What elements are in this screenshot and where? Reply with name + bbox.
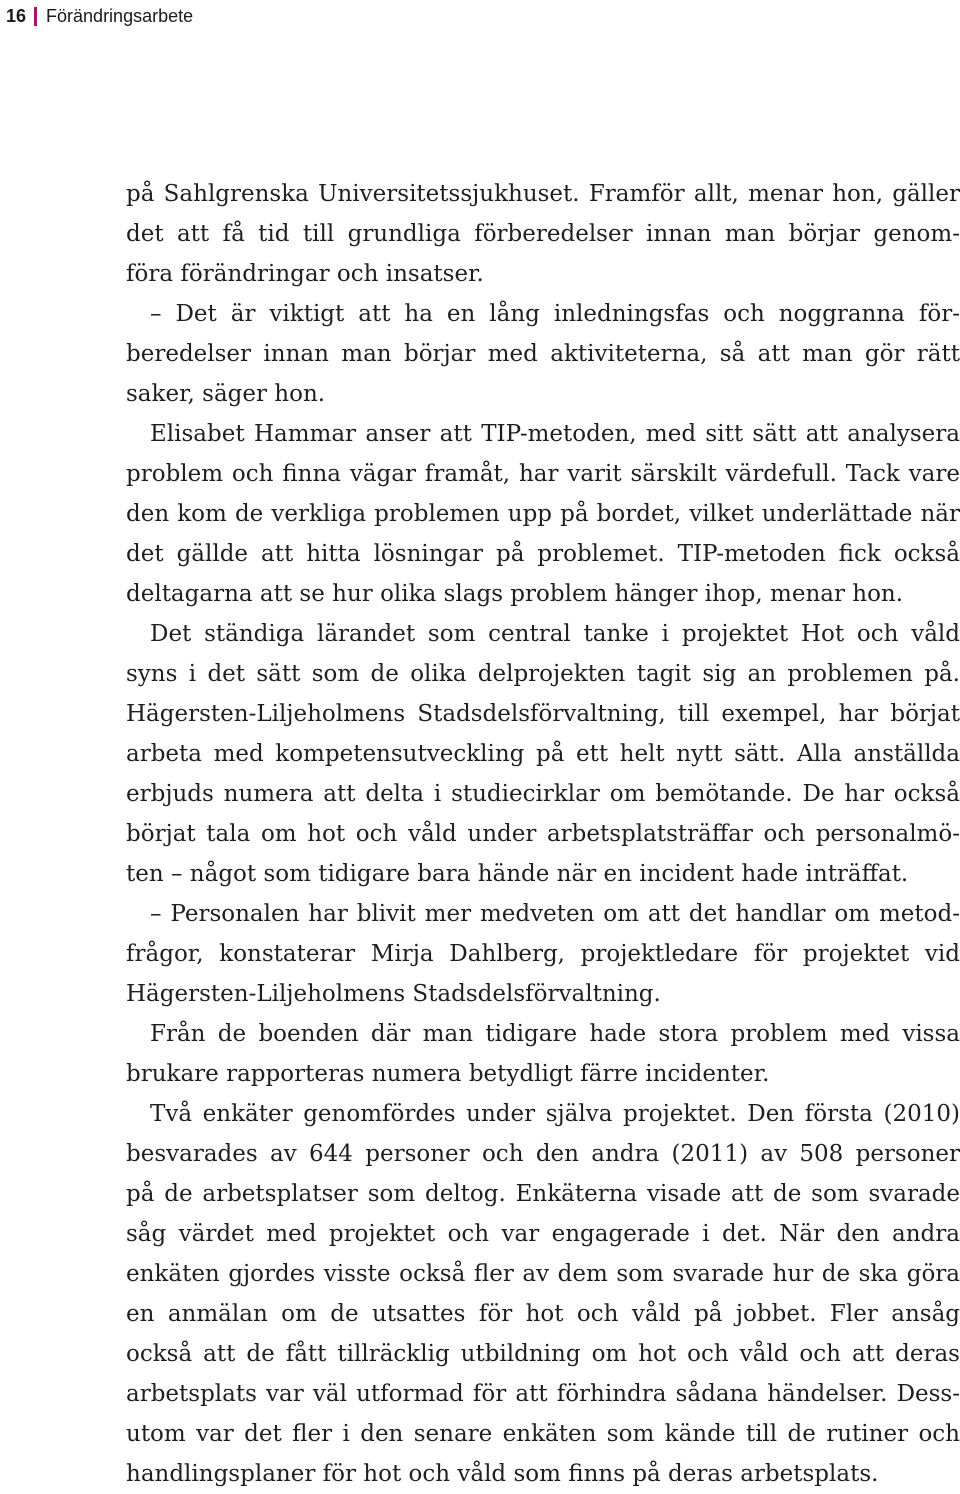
text-line: såg värdet med projektet och var engagerade i det. När den andra <box>126 1221 960 1247</box>
text-line: Hägersten-Liljeholmens Stadsdelsförvaltning. <box>126 981 661 1007</box>
text-line: Hägersten-Liljeholmens Stadsdelsförvaltning, till exempel, har börjat <box>126 701 960 727</box>
text-line: arbeta med kompetensutveckling på ett helt nytt sätt. Alla anställda <box>126 741 960 767</box>
text-line: Två enkäter genomfördes under själva projektet. Den första (2010) <box>150 1101 960 1127</box>
text-line: deltagarna att se hur olika slags problem hänger ihop, menar hon. <box>126 581 904 607</box>
text-line: besvarades av 644 personer och den andra (2011) av 508 personer <box>126 1141 960 1167</box>
text-line: – Det är viktigt att ha en lång inledningsfas och noggranna för- <box>150 301 960 327</box>
text-line: handlingsplaner för hot och våld som finns på deras arbetsplats. <box>126 1461 879 1487</box>
text-line: på Sahlgrenska Universitetssjukhuset. Framför allt, menar hon, gäller <box>126 181 960 207</box>
text-line: börjat tala om hot och våld under arbetsplatsträffar och personalmö- <box>126 821 960 847</box>
text-line: en anmälan om de utsattes för hot och våld på jobbet. Fler ansåg <box>126 1301 960 1327</box>
running-header <box>6 4 193 28</box>
text-line: arbetsplats var väl utformad för att förhindra sådana händelser. Dess- <box>126 1381 960 1407</box>
text-line: erbjuds numera att delta i studiecirklar om bemötande. De har också <box>126 781 960 807</box>
text-line: problem och finna vägar framåt, har varit särskilt värdefull. Tack vare <box>126 461 960 487</box>
text-line: frågor, konstaterar Mirja Dahlberg, projektledare för projektet vid <box>126 941 960 967</box>
text-line: också att de fått tillräcklig utbildning om hot och våld och att deras <box>126 1341 960 1367</box>
text-line: det gällde att hitta lösningar på problemet. TIP-metoden fick också <box>126 541 960 567</box>
text-line: syns i det sätt som de olika delprojekten tagit sig an problemen på. <box>126 661 960 687</box>
text-line: på de arbetsplatser som deltog. Enkäterna visade att de som svarade <box>126 1181 960 1207</box>
text-line: den kom de verkliga problemen upp på bordet, vilket underlättade när <box>126 501 960 527</box>
page-number: 16 <box>6 5 27 26</box>
text-line: föra förändringar och insatser. <box>126 261 484 287</box>
text-line: brukare rapporteras numera betydligt färre incidenter. <box>126 1061 770 1087</box>
text-line: Elisabet Hammar anser att TIP-metoden, med sitt sätt att analysera <box>150 421 960 447</box>
text-line: utom var det fler i den senare enkäten som kände till de rutiner och <box>126 1421 960 1447</box>
text-line: beredelser innan man börjar med aktiviteterna, så att man gör rätt <box>126 341 960 367</box>
text-line: – Personalen har blivit mer medveten om att det handlar om metod- <box>150 901 960 927</box>
header-separator <box>34 7 37 26</box>
text-line: det att få tid till grundliga förberedelser innan man börjar genom- <box>126 221 960 247</box>
text-line: Från de boenden där man tidigare hade stora problem med vissa <box>150 1021 960 1047</box>
body-text <box>126 174 960 1494</box>
section-title: Förändringsarbete <box>46 5 194 26</box>
text-line: Det ständiga lärandet som central tanke i projektet Hot och våld <box>150 621 960 647</box>
text-line: saker, säger hon. <box>126 381 326 407</box>
text-line: ten – något som tidigare bara hände när en incident hade inträffat. <box>126 861 909 887</box>
text-line: enkäten gjordes visste också fler av dem som svarade hur de ska göra <box>126 1261 960 1287</box>
